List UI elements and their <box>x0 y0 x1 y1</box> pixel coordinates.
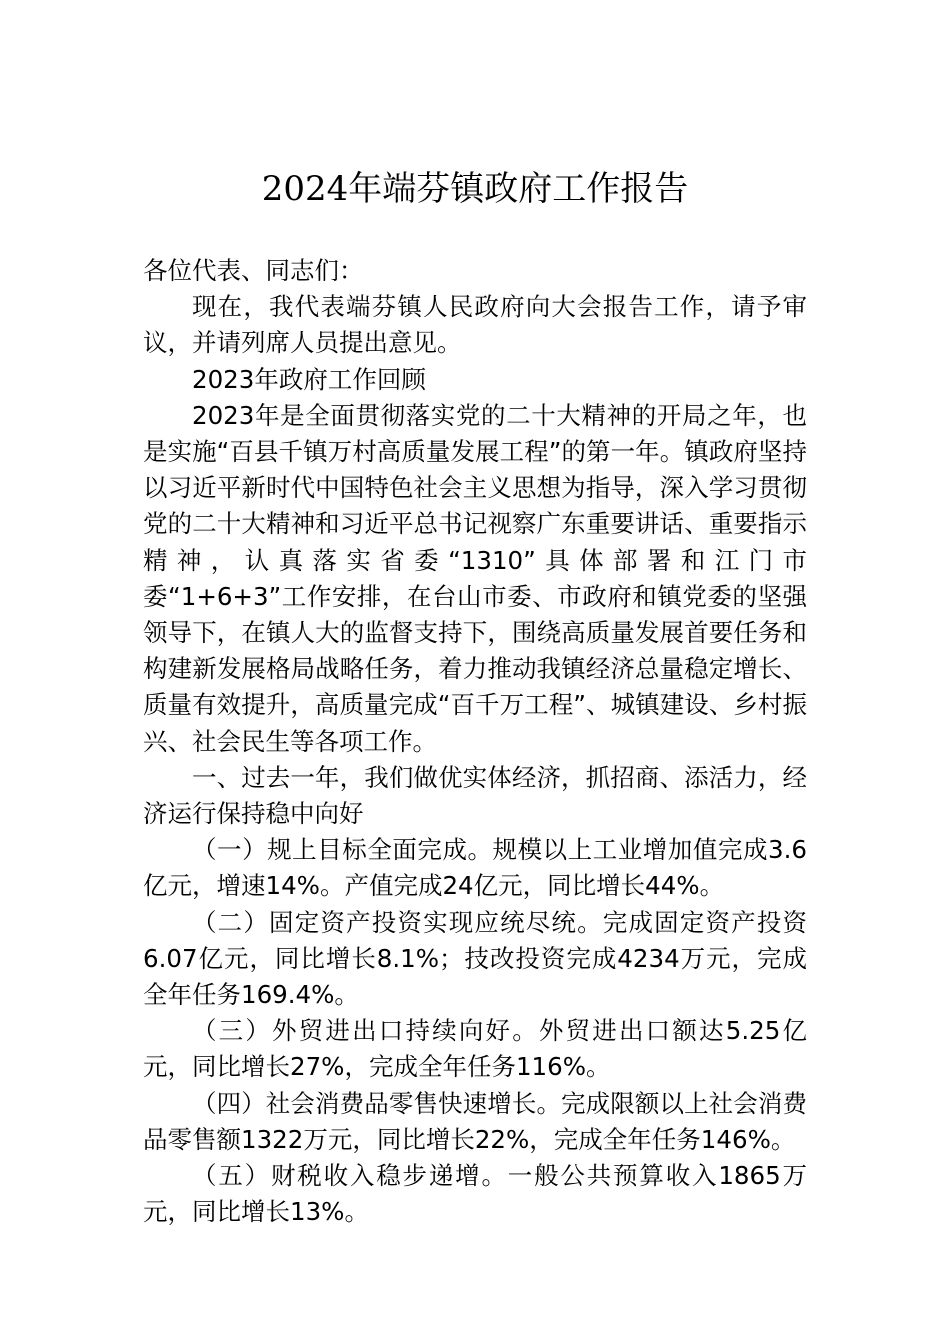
paragraph-industry-target: （一）规上目标全面完成。规模以上工业增加值完成3.6亿元，增速14%。产值完成24亿元，同比增长44%。 <box>143 835 807 901</box>
paragraph-retail-sales: （四）社会消费品零售快速增长。完成限额以上社会消费品零售额1322万元，同比增长22%，完成全年任务146%。 <box>143 1088 807 1154</box>
paragraph-fixed-asset-investment: （二）固定资产投资实现应统尽统。完成固定资产投资6.07亿元，同比增长8.1%；技改投资完成4234万元，完成全年任务169.4%。 <box>143 907 807 1010</box>
document-title: 2024年端芬镇政府工作报告 <box>261 169 689 209</box>
salutation: 各位代表、同志们： <box>143 256 364 285</box>
section-heading-economy: 一、过去一年，我们做优实体经济，抓招商、添活力，经济运行保持稳中向好 <box>143 762 807 829</box>
paragraph-fiscal-revenue: （五）财税收入稳步递增。一般公共预算收入1865万元，同比增长13%。 <box>143 1161 807 1227</box>
paragraph-overview: 2023年是全面贯彻落实党的二十大精神的开局之年，也是实施“百县千镇万村高质量发展工程”的第一年。镇政府坚持以习近平新时代中国特色社会主义思想为指导，深入学习贯彻党的二十大精神和习近平总书记视察广东重要讲话、重要指示精神，认真落实省委“1310”具体部署和江门市委“1+6+3”工作安排，在台山市委、市政府和镇党委的坚强领导下，在镇人大的监督支持下，围绕高质量发展首要任务和构建新发展格局战略任务，着力推动我镇经济总量稳定增长、质量有效提升，高质量完成“百千万工程”、城镇建设、乡村振兴、社会民生等各项工作。 <box>143 400 807 756</box>
document-body <box>143 253 807 1230</box>
paragraph-opening: 现在，我代表端芬镇人民政府向大会报告工作，请予审议，并请列席人员提出意见。 <box>143 292 807 358</box>
section-heading-review: 2023年政府工作回顾 <box>192 364 426 394</box>
paragraph-foreign-trade: （三）外贸进出口持续向好。外贸进出口额达5.25亿元，同比增长27%，完成全年任务116%。 <box>143 1016 807 1082</box>
